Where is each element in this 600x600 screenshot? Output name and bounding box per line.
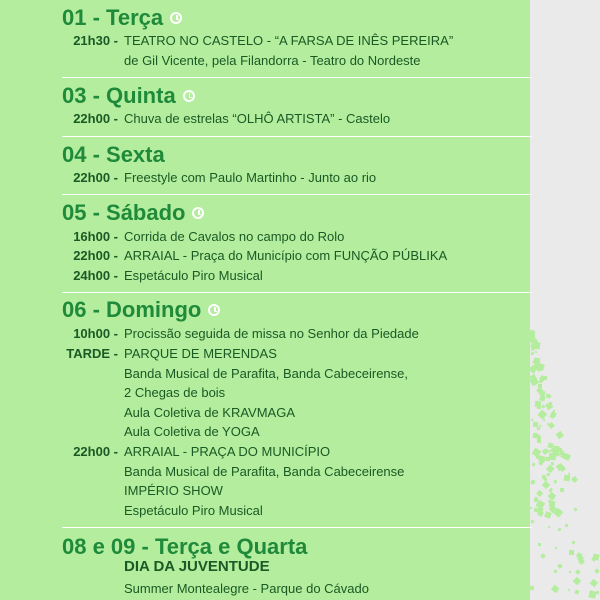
speckle bbox=[548, 449, 551, 452]
divider bbox=[62, 194, 532, 195]
event-time: 22h00 - bbox=[73, 170, 118, 185]
day-heading-06 bbox=[62, 298, 532, 322]
event-row-cont bbox=[124, 366, 408, 382]
event-row-cont bbox=[124, 424, 260, 440]
speckle bbox=[546, 456, 550, 460]
day-heading-03 bbox=[62, 84, 532, 108]
day-title: 03 - Quinta bbox=[62, 83, 176, 108]
speckle bbox=[538, 384, 542, 388]
speckle bbox=[553, 409, 555, 411]
event-text: Procissão seguida de missa no Senhor da Piedade bbox=[124, 326, 419, 341]
clock-icon bbox=[170, 12, 182, 24]
speckle bbox=[568, 550, 573, 555]
divider bbox=[62, 136, 532, 137]
day-title: 05 - Sábado bbox=[62, 200, 186, 225]
event-row-cont bbox=[124, 483, 223, 499]
event-text: Banda Musical de Parafita, Banda Cabeceirense bbox=[124, 464, 405, 479]
event-row-cont bbox=[124, 464, 404, 480]
event-text: IMPÉRIO SHOW bbox=[124, 483, 223, 498]
event-text: TEATRO NO CASTELO - “A FARSA DE INÊS PEREIRA” bbox=[124, 33, 454, 48]
divider bbox=[62, 292, 532, 293]
event-time: 21h30 - bbox=[73, 33, 118, 48]
event-text: Banda Musical de Parafita, Banda Cabeceirense, bbox=[124, 366, 409, 381]
day-heading-05 bbox=[62, 201, 532, 225]
divider bbox=[62, 77, 532, 78]
event-time: 16h00 - bbox=[73, 229, 118, 244]
event-text: Espetáculo Piro Musical bbox=[124, 268, 263, 283]
event-text: Aula Coletiva de YOGA bbox=[124, 424, 260, 439]
event-row-cont bbox=[124, 581, 369, 597]
event-row-cont bbox=[124, 53, 421, 69]
event-text: ARRAIAL - Praça do Município com FUNÇÃO PÚBLIKA bbox=[124, 248, 448, 263]
speckle bbox=[560, 488, 565, 493]
event-row-cont bbox=[124, 405, 295, 421]
day-title: 04 - Sexta bbox=[62, 142, 165, 167]
event-text: ARRAIAL - PRAÇA DO MUNICÍPIO bbox=[124, 444, 331, 459]
event-text: Freestyle com Paulo Martinho - Junto ao rio bbox=[124, 170, 377, 185]
day-heading-01 bbox=[62, 6, 532, 30]
event-text: PARQUE DE MERENDAS bbox=[124, 346, 277, 361]
event-text: Espetáculo Piro Musical bbox=[124, 503, 263, 518]
speckle bbox=[532, 341, 540, 349]
speckle bbox=[533, 358, 539, 364]
event-time: TARDE - bbox=[66, 346, 118, 361]
event-row-cont bbox=[124, 503, 263, 519]
event-text: de Gil Vicente, pela Filandorra - Teatro do Nordeste bbox=[124, 53, 421, 68]
day-title: 01 - Terça bbox=[62, 5, 164, 30]
day-title: 06 - Domingo bbox=[62, 297, 202, 322]
divider bbox=[62, 527, 532, 528]
speckle bbox=[549, 402, 552, 405]
event-time: 22h00 - bbox=[73, 248, 118, 263]
event-time: 24h00 - bbox=[73, 268, 118, 283]
event-text: Summer Montealegre - Parque do Cávado bbox=[124, 581, 369, 596]
clock-icon bbox=[192, 207, 204, 219]
speckle bbox=[553, 446, 559, 452]
day-heading-08-09 bbox=[62, 535, 532, 559]
clock-icon bbox=[208, 304, 220, 316]
speckle bbox=[532, 421, 538, 427]
event-time: 22h00 - bbox=[73, 444, 118, 459]
event-time: 22h00 - bbox=[73, 111, 118, 126]
event-text: Corrida de Cavalos no campo do Rolo bbox=[124, 229, 345, 244]
speckle bbox=[535, 351, 538, 354]
event-subtitle: DIA DA JUVENTUDE bbox=[124, 558, 270, 575]
clock-icon bbox=[183, 90, 195, 102]
event-text: Aula Coletiva de KRAVMAGA bbox=[124, 405, 295, 420]
event-row-cont bbox=[124, 385, 225, 401]
day-heading-04 bbox=[62, 143, 532, 167]
speckle bbox=[541, 475, 546, 480]
day-title: 08 e 09 - Terça e Quarta bbox=[62, 534, 308, 559]
speckle bbox=[540, 391, 546, 397]
speckle bbox=[537, 439, 541, 443]
event-time: 10h00 - bbox=[73, 326, 118, 341]
speckle bbox=[549, 501, 556, 508]
speckle bbox=[553, 569, 557, 573]
event-text: Chuva de estrelas “OLHÔ ARTISTA” - Castelo bbox=[124, 111, 391, 126]
event-text: 2 Chegas de bois bbox=[124, 385, 226, 400]
